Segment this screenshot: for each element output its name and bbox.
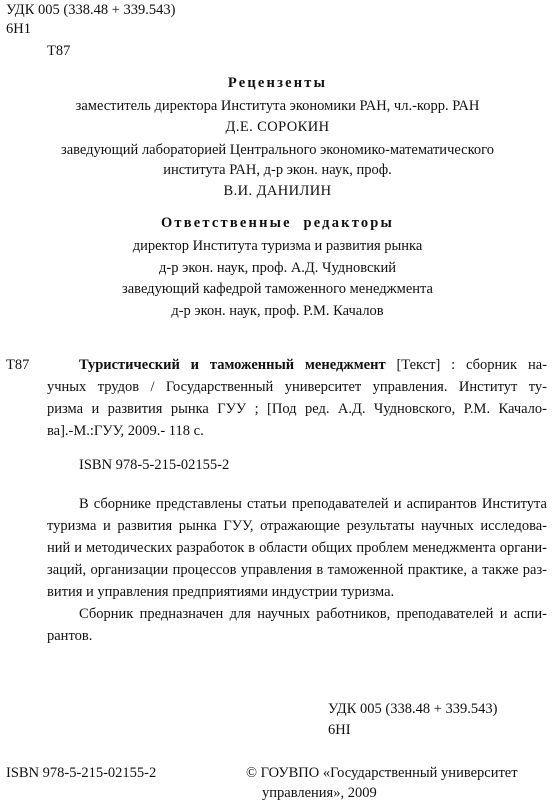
abstract-line: рантов. bbox=[47, 628, 93, 644]
reviewers-heading: Рецензенты bbox=[227, 75, 328, 91]
copyright-line: управления», 2009 bbox=[262, 785, 377, 801]
abstract-line: вития и управления предприятиями индустрии туризма. bbox=[47, 584, 395, 600]
abstract-line: ний и методических разработок в области общих проблем менеджмента органи- bbox=[47, 540, 547, 556]
editor-line: д-р экон. наук, проф. А.Д. Чудновский bbox=[159, 260, 396, 276]
editor-line: директор Института туризма и развития рынка bbox=[132, 238, 423, 254]
bbk-code: 6Н1 bbox=[6, 21, 31, 37]
catalog-title-rest: [Текст] : сборник на- bbox=[385, 357, 547, 373]
catalog-mark: Т87 bbox=[6, 357, 30, 373]
abstract-line: Сборник предназначен для научных работников, преподавателей и аспи- bbox=[79, 606, 547, 622]
catalog-line-4: ва].-М.:ГУУ, 2009.- 118 с. bbox=[47, 423, 204, 439]
catalog-line-1 bbox=[79, 356, 547, 374]
catalog-line-2: учных трудов / Государственный университет управления. Институт ту- bbox=[47, 379, 547, 395]
editor-line: заведующий кафедрой таможенного менеджмента bbox=[122, 281, 433, 297]
reviewer-name: В.И. ДАНИЛИН bbox=[223, 183, 332, 199]
abstract-line: В сборнике представлены статьи преподавателей и аспирантов Института bbox=[79, 496, 547, 512]
udk-code: УДК 005 (338.48 + 339.543) bbox=[6, 2, 176, 18]
copyright-line: © ГОУВПО «Государственный университет bbox=[246, 765, 518, 781]
catalog-title: Туристический и таможенный менеджмент bbox=[79, 357, 386, 373]
abstract-line: заций, организации процессов управления в таможенной практике, а также раз- bbox=[47, 562, 547, 578]
catalog-isbn: ISBN 978-5-215-02155-2 bbox=[79, 457, 230, 473]
abstract-line: туризма и развития рынка ГУУ, отражающие результаты научных исследова- bbox=[47, 518, 547, 534]
editor-line: д-р экон. наук, проф. Р.М. Качалов bbox=[171, 303, 384, 319]
author-mark: Т87 bbox=[47, 43, 71, 59]
footer-udk: УДК 005 (338.48 + 339.543) bbox=[328, 701, 498, 717]
reviewer-line: заведующий лабораторией Центрального экономико-математического bbox=[61, 142, 494, 158]
footer-isbn: ISBN 978-5-215-02155-2 bbox=[6, 765, 157, 781]
footer-bbk: 6НI bbox=[328, 722, 351, 738]
catalog-line-3: ризма и развития рынка ГУУ ; [Под ред. А.Д. Чудновского, Р.М. Качало- bbox=[47, 401, 547, 417]
reviewer-name: Д.Е. СОРОКИН bbox=[225, 119, 330, 135]
editors-heading: Ответственные редакторы bbox=[160, 215, 395, 231]
reviewer-line: заместитель директора Института экономики РАН, чл.-корр. РАН bbox=[75, 98, 480, 114]
reviewer-line: института РАН, д-р экон. наук, проф. bbox=[163, 162, 392, 178]
